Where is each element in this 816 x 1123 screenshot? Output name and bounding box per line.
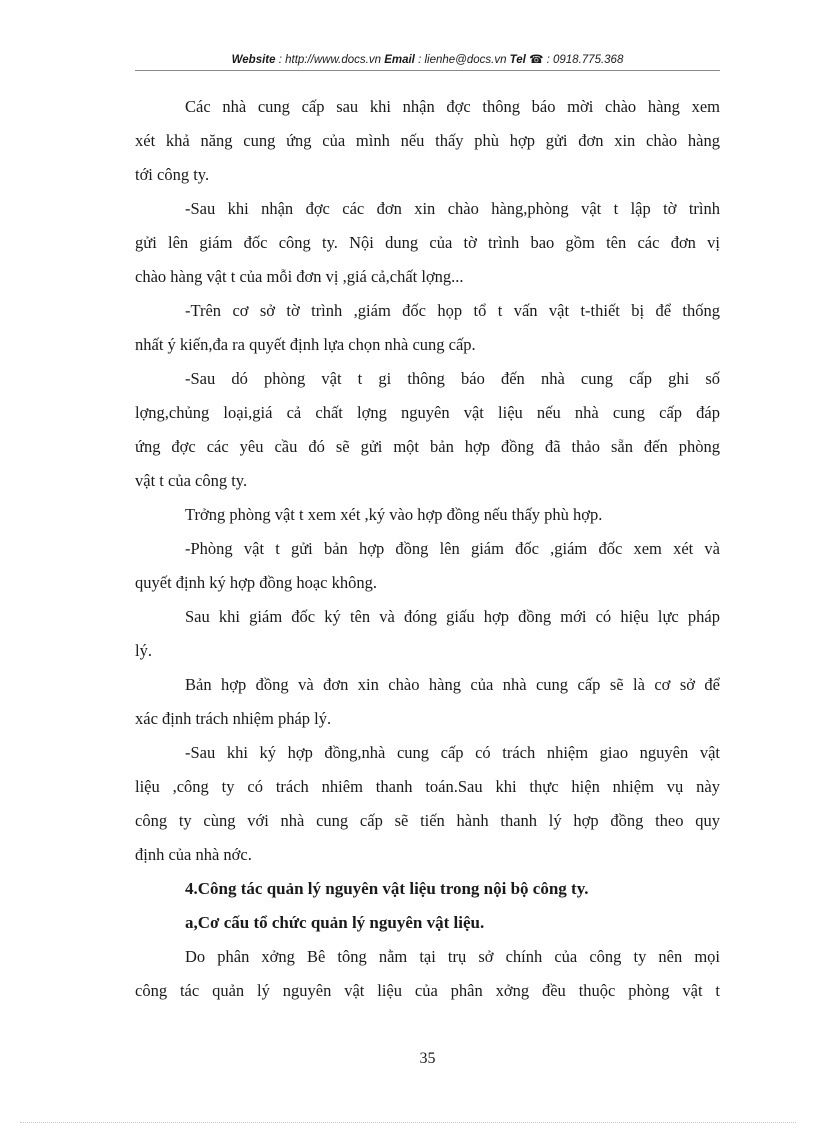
website-url[interactable]: : http://www.docs.vn [278,54,381,66]
paragraph-line: Các nhà cung cấp sau khi nhận đợc thông báo mời chào hàng xem [185,97,720,116]
paragraph-line: Do phân xởng Bê tông nằm tại trụ sở chính của công ty nên mọi [185,947,720,966]
paragraph-line: ứng đợc các yêu cầu đó sẽ gửi một bản hợp đồng đã thảo sẵn đến phòng [135,437,720,456]
paragraph-line: -Trên cơ sở tờ trình ,giám đốc họp tổ t vấn vật t-thiết bị để thống [185,301,720,320]
tel-number: : 0918.775.368 [546,54,624,66]
subsection-heading: a,Cơ cấu tổ chức quản lý nguyên vật liệu. [185,913,485,932]
paragraph-line: Sau khi giám đốc ký tên và đóng giấu hợp đồng mới có hiệu lực pháp [185,607,720,626]
page-header [135,52,720,66]
paragraph-line: -Sau dó phòng vật t gi thông báo đến nhà cung cấp ghi số [185,369,720,388]
phone-icon: ☎ [529,54,544,66]
paragraph-line: gửi lên giám đốc công ty. Nội dung của tờ trình bao gồm tên các đơn vị [135,233,720,252]
paragraph-line: xét khả năng cung ứng của mình nếu thấy phù hợp gửi đơn xin chào hàng [135,131,720,150]
paragraph-line: định của nhà nớc. [135,845,252,864]
paragraph-line: nhất ý kiến,đa ra quyết định lựa chọn nhà cung cấp. [135,335,476,354]
paragraph-line: công tác quản lý nguyên vật liệu của phân xởng đều thuộc phòng vật t [135,981,720,1000]
email-label: Email [384,54,415,66]
tel-label: Tel [509,54,526,66]
section-heading: 4.Công tác quản lý nguyên vật liệu trong nội bộ công ty. [185,879,589,898]
website-label: Website [231,54,276,66]
paragraph-line: quyết định ký hợp đồng hoạc không. [135,573,377,592]
paragraph-line: công ty cùng với nhà cung cấp sẽ tiến hành thanh lý hợp đồng theo quy [135,811,720,830]
paragraph-line: xác định trách nhiệm pháp lý. [135,709,332,728]
paragraph-line: lợng,chủng loại,giá cả chất lợng nguyên vật liệu nếu nhà cung cấp đáp [135,403,720,422]
header-divider [135,70,720,71]
paragraph-line: liệu ,công ty có trách nhiêm thanh toán.Sau khi thực hiện nhiệm vụ này [135,777,720,796]
paragraph-line: -Sau khi ký hợp đồng,nhà cung cấp có trách nhiệm giao nguyên vật [185,743,720,762]
paragraph-line: tới công ty. [135,165,210,184]
paragraph-line: Trởng phòng vật t xem xét ,ký vào hợp đồng nếu thấy phù hợp. [185,505,603,524]
paragraph-line: vật t của công ty. [135,471,248,490]
document-body [135,90,720,1008]
paragraph-line: chào hàng vật t của mỗi đơn vị ,giá cả,chất lợng... [135,267,464,286]
page-number: 35 [419,1050,436,1067]
paragraph-line: -Phòng vật t gửi bản hợp đồng lên giám đốc ,giám đốc xem xét và [185,539,720,558]
paragraph-line: -Sau khi nhận đợc các đơn xin chào hàng,phòng vật t lập tờ trình [185,199,720,218]
email-address[interactable]: : lienhe@docs.vn [418,54,507,66]
paragraph-line: lý. [135,641,152,660]
paragraph-line: Bản hợp đồng và đơn xin chào hàng của nhà cung cấp sẽ là cơ sở để [185,675,720,694]
